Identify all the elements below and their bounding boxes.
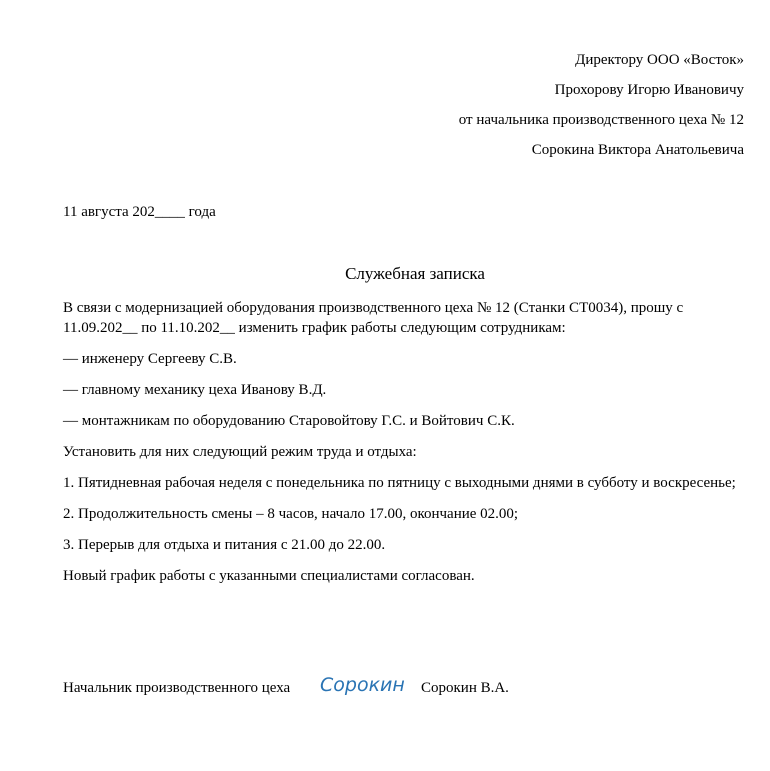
agreement-paragraph: Новый график работы с указанными специалистами согласован. (63, 568, 475, 584)
document-title: Служебная записка (345, 264, 485, 283)
employee-list-item: — монтажникам по оборудованию Старовойтову Г.С. и Войтович С.К. (63, 413, 515, 429)
handwritten-signature: Сорокин (320, 674, 405, 696)
sender-position: от начальника производственного цеха № 12 (458, 112, 744, 128)
regime-list-item: 1. Пятидневная рабочая неделя с понедельника по пятницу с выходными днями в субботу и воскресенье; (63, 475, 736, 491)
document-date: 11 августа 202____ года (63, 204, 216, 220)
regime-intro-paragraph: Установить для них следующий режим труда и отдыха: (63, 444, 417, 460)
addressee-name: Прохорову Игорю Ивановичу (554, 82, 744, 98)
document-body (63, 298, 753, 597)
employee-list-item: — главному механику цеха Иванову В.Д. (63, 382, 327, 398)
signatory-name: Сорокин В.А. (421, 680, 509, 696)
addressee-block (459, 52, 744, 172)
sender-name: Сорокина Виктора Анатольевича (531, 142, 744, 158)
regime-list-item: 3. Перерыв для отдыха и питания с 21.00 до 22.00. (63, 537, 386, 553)
signatory-position: Начальник производственного цеха (63, 680, 291, 696)
employee-list-item: — инженеру Сергееву С.В. (63, 351, 237, 367)
regime-list-item: 2. Продолжительность смены – 8 часов, начало 17.00, окончание 02.00; (63, 506, 519, 522)
body-intro-paragraph: В связи с модернизацией оборудования производственного цеха № 12 (Станки СТ0034), прошу с 11.09.202__ по 11.10.202__ изменить график работы следующим сотрудникам: (63, 300, 684, 336)
addressee-director: Директору ООО «Восток» (575, 52, 744, 68)
